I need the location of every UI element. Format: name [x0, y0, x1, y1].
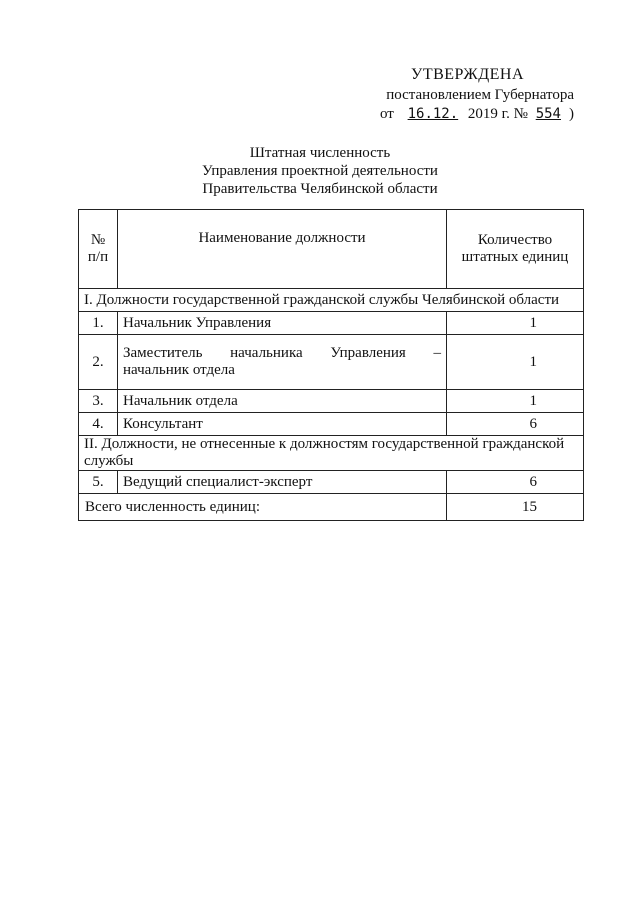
row-num: 4. [79, 413, 118, 436]
row-num: 2. [79, 335, 118, 390]
date-handwritten: 16.12. [407, 106, 459, 122]
header-qty: Количество штатных единиц [447, 210, 584, 289]
table-row [79, 335, 584, 390]
approval-dateline [380, 105, 574, 123]
number-prefix: № [513, 106, 528, 122]
header-name: Наименование должности [118, 210, 447, 289]
row-qty: 1 [447, 312, 584, 335]
table-row [79, 312, 584, 335]
row-num: 3. [79, 390, 118, 413]
closing-paren: ) [569, 106, 574, 122]
row-qty: 1 [447, 390, 584, 413]
document-heading [0, 144, 640, 198]
row-name: Ведущий специалист-эксперт [118, 471, 447, 494]
total-label: Всего численность единиц: [79, 494, 447, 521]
total-qty: 15 [447, 494, 584, 521]
table-header-row [79, 210, 584, 289]
heading-line-2: Управления проектной деятельности [202, 163, 438, 179]
table-row [79, 390, 584, 413]
row-name: Начальник отдела [118, 390, 447, 413]
total-row [79, 494, 584, 521]
section-title-2: II. Должности, не отнесенные к должностям государственной гражданской службы [79, 436, 584, 471]
year: 2019 г. [467, 106, 510, 122]
section-title-1: I. Должности государственной гражданской службы Челябинской области [79, 289, 584, 312]
approval-title: УТВЕРЖДЕНА [410, 66, 524, 83]
table-row [79, 413, 584, 436]
table-row [79, 471, 584, 494]
heading-line-3: Правительства Челябинской области [202, 181, 438, 197]
row-qty: 6 [447, 471, 584, 494]
row-name [118, 335, 447, 390]
row-name-line-2: начальник отдела [123, 362, 235, 378]
date-prefix: от [379, 106, 394, 122]
heading-line-1: Штатная численность [249, 145, 391, 161]
staff-table [78, 209, 584, 521]
number-handwritten: 554 [535, 106, 561, 122]
row-name: Начальник Управления [118, 312, 447, 335]
row-num: 5. [79, 471, 118, 494]
row-name-line-1: Заместитель начальника Управления – [123, 345, 441, 361]
header-num: № п/п [79, 210, 118, 289]
row-num: 1. [79, 312, 118, 335]
section-row-1 [79, 289, 584, 312]
approval-stamp [380, 66, 574, 123]
row-qty: 6 [447, 413, 584, 436]
row-qty: 1 [447, 335, 584, 390]
section-row-2 [79, 436, 584, 471]
row-name: Консультант [118, 413, 447, 436]
approval-by: постановлением Губернатора [386, 87, 574, 103]
